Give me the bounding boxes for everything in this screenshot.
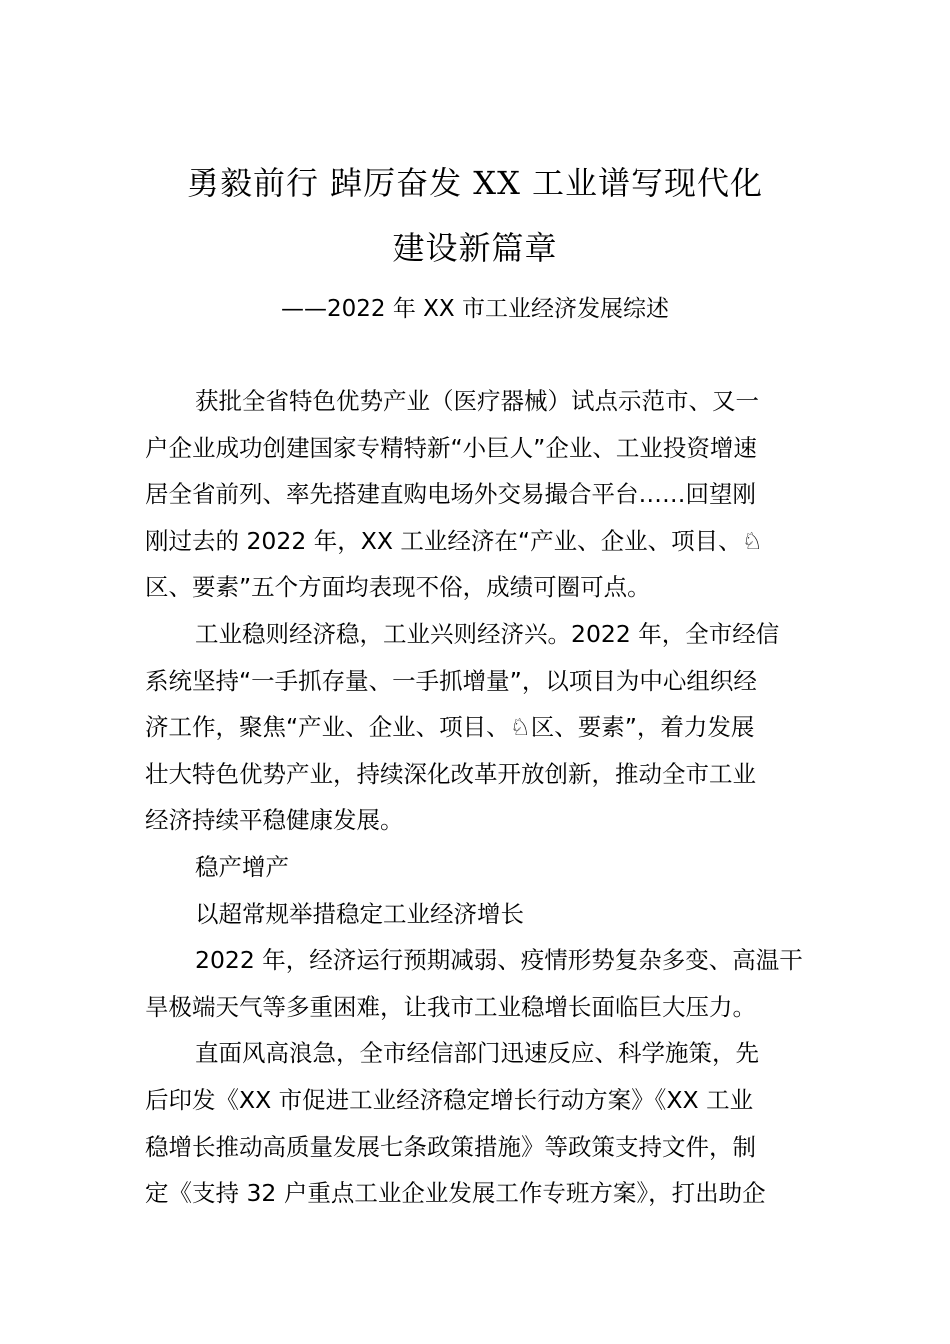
paragraph-line: 直面风高浪急，全市经信部门迅速反应、科学施策，先: [195, 1039, 759, 1068]
document-subtitle: ——2022 年 XX 市工业经济发展综述: [281, 296, 669, 322]
paragraph-line: 壮大特色优势产业，持续深化改革开放创新，推动全市工业: [145, 759, 756, 788]
paragraph-line: 系统坚持“一手抓存量、一手抓增量”，以项目为中心组织经: [145, 666, 757, 695]
section-subheading: 以超常规举措稳定工业经济增长: [195, 899, 524, 928]
paragraph-line: 刚过去的 2022 年，XX 工业经济在“产业、企业、项目、♘: [145, 526, 763, 555]
paragraph-line: 工业稳则经济稳，工业兴则经济兴。2022 年，全市经信: [195, 619, 780, 648]
paragraph-line: 户企业成功创建国家专精特新“小巨人”企业、工业投资增速: [145, 433, 757, 462]
paragraph-line: 经济持续平稳健康发展。: [145, 806, 404, 835]
paragraph-line: 居全省前列、率先搭建直购电场外交易撮合平台……回望刚: [145, 480, 756, 509]
paragraph-line: 后印发《XX 市促进工业经济稳定增长行动方案》《XX 工业: [145, 1085, 754, 1114]
paragraph-line: 定《支持 32 户重点工业企业发展工作专班方案》，打出助企: [145, 1179, 766, 1208]
paragraph-line: 2022 年，经济运行预期减弱、疫情形势复杂多变、高温干: [195, 946, 803, 975]
document-title-line-2: 建设新篇章: [392, 229, 558, 267]
section-heading: 稳产增产: [195, 852, 289, 881]
paragraph-line: 获批全省特色优势产业（医疗器械）试点示范市、又一: [195, 387, 759, 415]
paragraph-line: 稳增长推动高质量发展七条政策措施》等政策支持文件，制: [145, 1132, 756, 1161]
paragraph-line: 区、要素”五个方面均表现不俗，成绩可圈可点。: [145, 573, 651, 602]
paragraph-line: 旱极端天气等多重困难，让我市工业稳增长面临巨大压力。: [145, 992, 756, 1021]
document-title-line-1: 勇毅前行 踔厉奋发 XX 工业谱写现代化: [186, 164, 764, 202]
document-body: [145, 378, 845, 1217]
paragraph-line: 济工作，聚焦“产业、企业、项目、♘区、要素”，着力发展: [145, 713, 755, 742]
